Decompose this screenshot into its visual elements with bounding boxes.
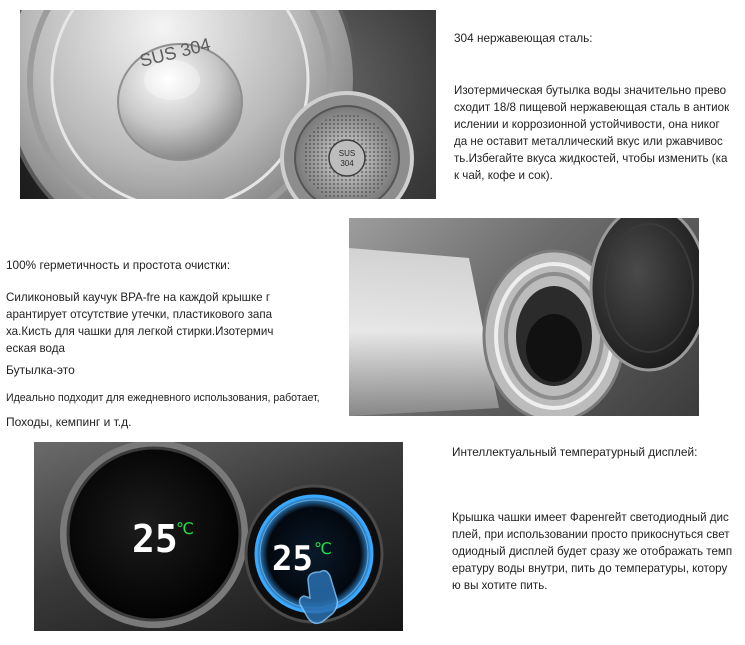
sus304-stamp-large: SUS 304 [137, 34, 213, 71]
sus304-stamp-small-bottom: 304 [340, 159, 354, 168]
section3-line: ю вы хотите пить. [452, 579, 548, 592]
section3-heading: Интеллектуальный температурный дисплей: [452, 445, 698, 459]
sus304-stamp-small-top: SUS [338, 149, 356, 158]
temperature-display-illustration [34, 442, 403, 631]
stainless-steel-lid-photo [20, 10, 436, 199]
bottle-thread-illustration [349, 218, 699, 416]
section1-description [454, 82, 744, 184]
section2-line: ха.Кисть для чашки для легкой стирки.Изотермич [6, 325, 274, 338]
bottle-thread-photo [349, 218, 699, 416]
section2-heading: 100% герметичность и простота очистки: [6, 258, 231, 272]
section2-line: Силиконовый каучук BPA-fre на каждой крышке г [6, 291, 271, 304]
temperature-value-2: 25 [272, 539, 313, 579]
section2-hikes-line: Походы, кемпинг и т.д. [6, 415, 132, 429]
temperature-value-1: 25 [132, 517, 178, 561]
section2-line: арантирует отсутствие утечки, пластикового запа [6, 308, 273, 321]
section2-line: еская вода [6, 342, 65, 355]
section1-line: да не оставит металлический вкус или ржавчивос [454, 135, 723, 148]
section2-description [6, 289, 306, 357]
temperature-display-photo [34, 442, 403, 631]
section3-description [452, 509, 742, 594]
section1-line: сходит 18/8 пищевой нержавеющая сталь в антиок [454, 101, 730, 114]
section3-line: ературу воды внутри, пить до температуры, котору [452, 562, 728, 575]
section1-heading: 304 нержавеющая сталь: [454, 31, 593, 45]
section2-bottle-line: Бутылка-это [6, 363, 75, 377]
section3-line: одиодный дисплей будет сразу же отображать темп [452, 545, 733, 558]
section1-line: к чай, кофе и сок). [454, 169, 553, 182]
section1-line: Изотермическая бутылка воды значительно прево [454, 84, 727, 97]
stainless-steel-lid-illustration [20, 10, 436, 199]
section3-line: плей, при использовании просто прикоснуться свет [452, 528, 730, 541]
section2-ideal-line: Идеально подходит для ежедневного использования, работает, [6, 392, 320, 404]
temperature-unit-1: ℃ [176, 519, 194, 538]
section3-line: Крышка чашки имеет Фаренгейт светодиодный дис [452, 511, 729, 524]
temperature-unit-2: ℃ [314, 539, 332, 558]
section1-line: ть.Избегайте вкуса жидкостей, чтобы изменить (ка [454, 152, 728, 165]
section1-line: ислении и коррозионной устойчивости, она никог [454, 118, 720, 131]
